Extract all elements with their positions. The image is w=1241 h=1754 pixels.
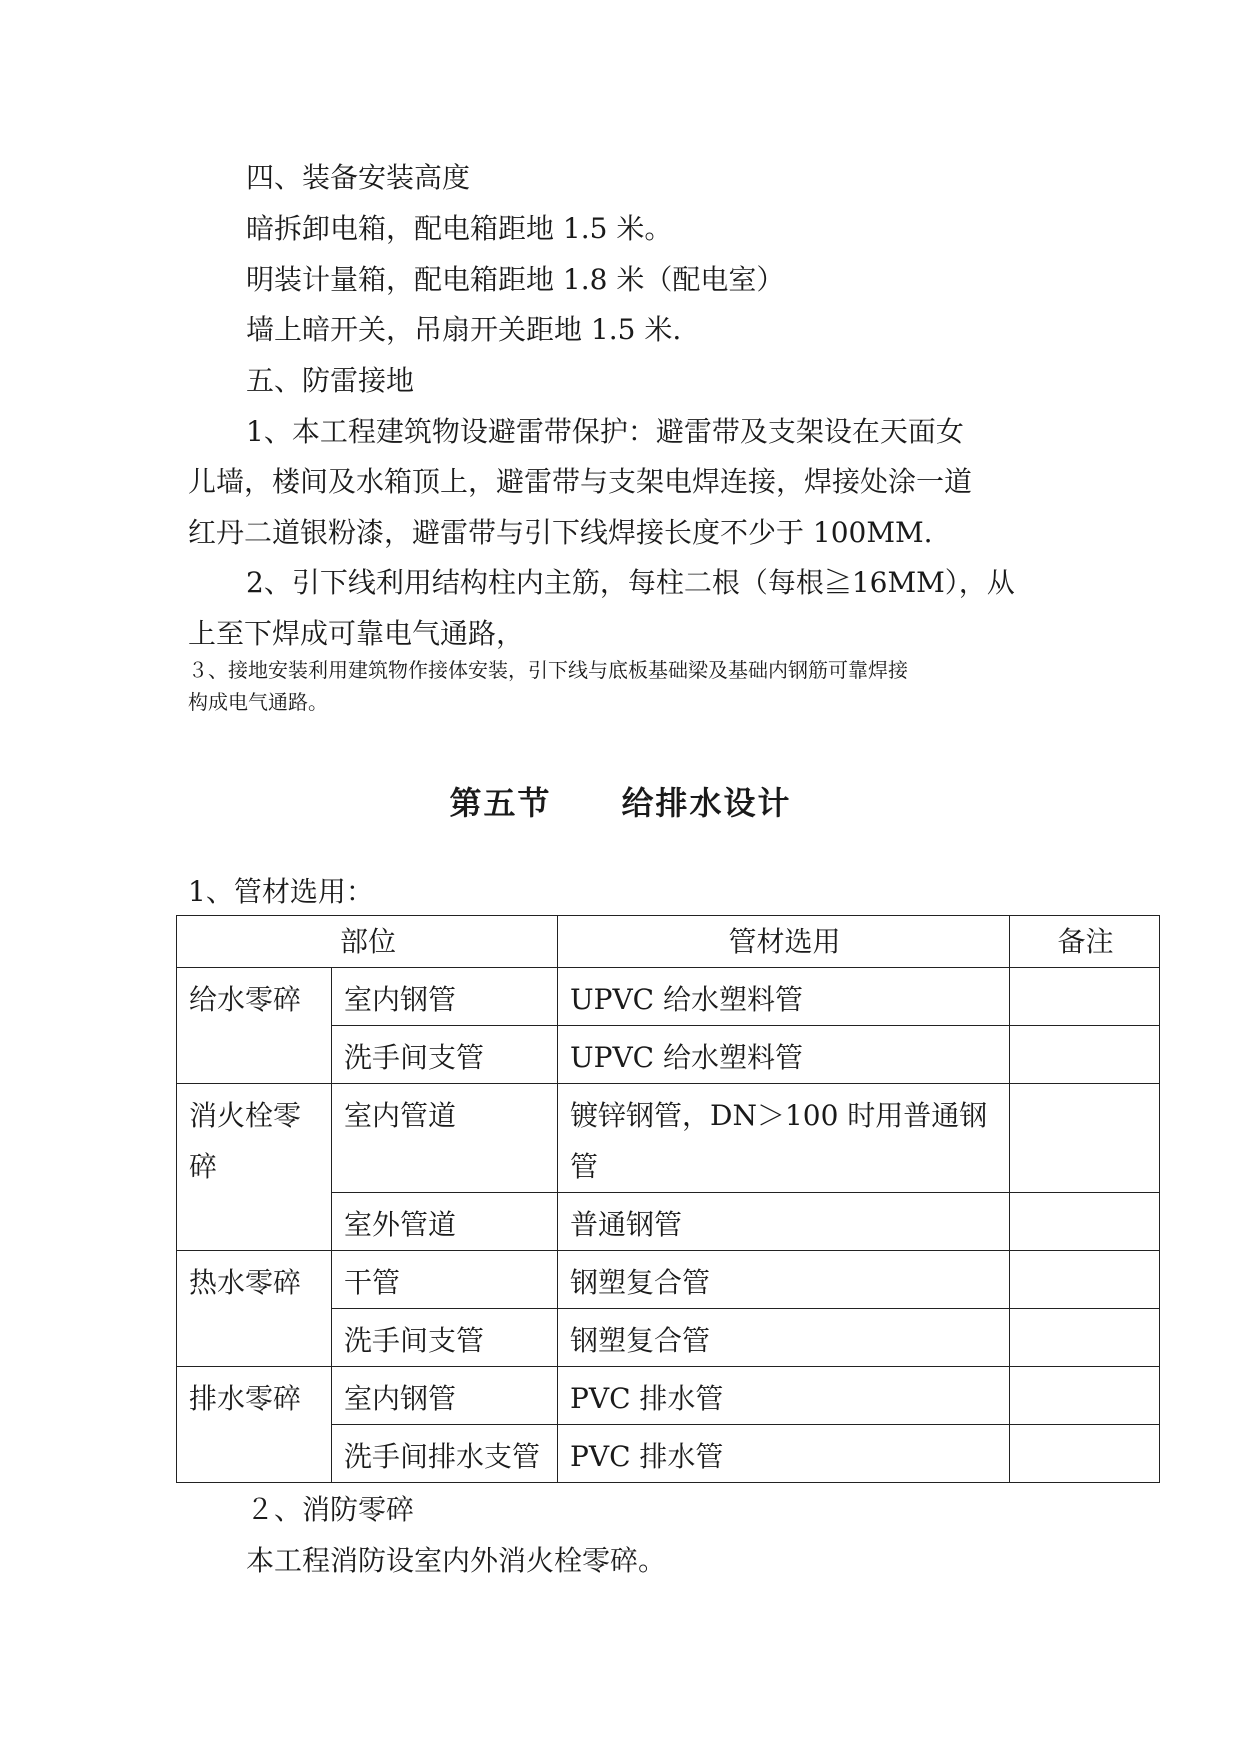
row-remark: [1010, 1309, 1160, 1367]
row-material: PVC 排水管: [558, 1425, 1010, 1483]
section5-p2-line-2: 上至下焊成可靠电气通路，: [188, 617, 525, 650]
row-sub: 洗手间支管: [332, 1026, 558, 1084]
section5-p2-line-1: 2、引下线利用结构柱内主筋，每柱二根（每根≧16MM），从: [246, 566, 1015, 599]
header-remark: 备注: [1010, 916, 1160, 968]
group-drainage: 排水零碎: [177, 1367, 332, 1483]
heading-part1: 第五节: [449, 784, 552, 822]
row-material: 钢塑复合管: [558, 1251, 1010, 1309]
row-sub: 室内管道: [332, 1084, 558, 1193]
header-location: 部位: [177, 916, 558, 968]
section5-p1-line-1: 1、本工程建筑物设避雷带保护：避雷带及支架设在天面女: [246, 415, 964, 448]
section4-line-1: 暗拆卸电箱，配电箱距地 1.5 米。: [246, 212, 673, 245]
row-sub: 洗手间支管: [332, 1309, 558, 1367]
table-row: [177, 1084, 1160, 1193]
row-remark: [1010, 1084, 1160, 1193]
row-material: 镀锌钢管，DN＞100 时用普通钢管: [558, 1084, 1010, 1193]
fire-title: ２、消防零碎: [246, 1493, 415, 1526]
fire-text: 本工程消防设室内外消火栓零碎。: [246, 1544, 667, 1577]
section5-p3-line-2: 构成电气通路。: [188, 690, 328, 714]
pipe-material-table: [176, 915, 1160, 1483]
group-water-supply: 给水零碎: [177, 968, 332, 1084]
section5-p3-line-1: ３、接地安装利用建筑物作接体安装，引下线与底板基础梁及基础内钢筋可靠焊接: [188, 658, 908, 682]
section4-line-2: 明装计量箱，配电箱距地 1.8 米（配电室）: [246, 263, 785, 296]
row-remark: [1010, 1425, 1160, 1483]
row-remark: [1010, 1251, 1160, 1309]
row-sub: 室内钢管: [332, 968, 558, 1026]
row-remark: [1010, 1193, 1160, 1251]
table-row: [177, 1367, 1160, 1425]
row-sub: 室内钢管: [332, 1367, 558, 1425]
group-hot-water: 热水零碎: [177, 1251, 332, 1367]
row-remark: [1010, 968, 1160, 1026]
table-row: [177, 1251, 1160, 1309]
section4-line-3: 墙上暗开关，吊扇开关距地 1.5 米.: [246, 313, 682, 346]
row-material: 钢塑复合管: [558, 1309, 1010, 1367]
row-sub: 洗手间排水支管: [332, 1425, 558, 1483]
row-material: PVC 排水管: [558, 1367, 1010, 1425]
section5-p1-line-3: 红丹二道银粉漆，避雷带与引下线焊接长度不少于 100MM.: [188, 516, 933, 549]
row-sub: 干管: [332, 1251, 558, 1309]
section5-title: 五、防雷接地: [246, 364, 415, 397]
row-remark: [1010, 1026, 1160, 1084]
table-header-row: [177, 916, 1160, 968]
group-hydrant: 消火栓零碎: [177, 1084, 332, 1251]
row-sub: 室外管道: [332, 1193, 558, 1251]
section-heading: [0, 778, 1241, 824]
row-remark: [1010, 1367, 1160, 1425]
heading-part2: 给排水设计: [621, 784, 792, 822]
header-material: 管材选用: [558, 916, 1010, 968]
row-material: UPVC 给水塑料管: [558, 968, 1010, 1026]
pipes-caption: 1、管材选用：: [188, 875, 374, 908]
section4-title: 四、装备安装高度: [246, 161, 471, 194]
table-row: [177, 968, 1160, 1026]
row-material: UPVC 给水塑料管: [558, 1026, 1010, 1084]
section5-p1-line-2: 儿墙，楼间及水箱顶上，避雷带与支架电焊连接，焊接处涂一道: [188, 465, 973, 498]
row-material: 普通钢管: [558, 1193, 1010, 1251]
